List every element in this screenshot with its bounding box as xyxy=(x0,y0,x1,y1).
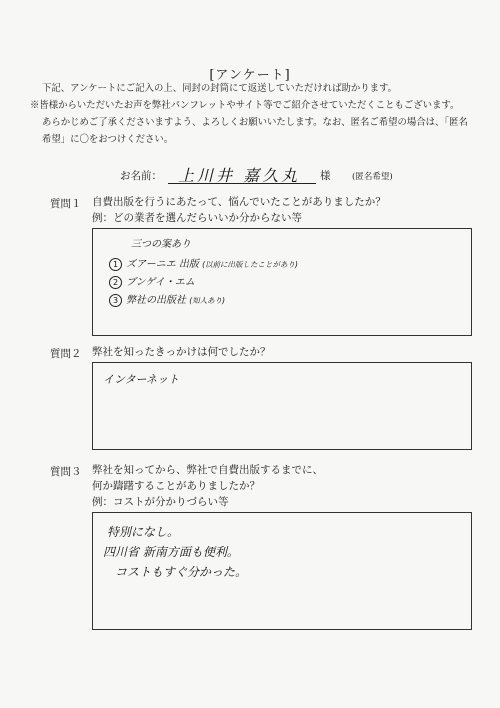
circled-number: 1 xyxy=(109,258,122,271)
answer-1-item-1 xyxy=(109,255,298,271)
question-2-number: 質問２ xyxy=(50,348,82,360)
answer-2-text: インターネット xyxy=(103,373,180,386)
answer-1-item-2-text: ブンゲイ・エム xyxy=(126,277,195,288)
intro-line-1: 下記、アンケートにご記入の上、同封の封筒にて返送していただければ助かります。 xyxy=(42,83,397,94)
intro-line-4: 希望」に〇をおつけください。 xyxy=(42,134,174,145)
answer-box-1 xyxy=(92,228,472,336)
question-3-text xyxy=(92,462,323,494)
question-3-line-2: 何か躊躇することがありましたか？ xyxy=(92,480,260,492)
answer-box-2 xyxy=(92,362,472,450)
intro-text xyxy=(30,80,480,148)
question-1-text: 自費出版を行うにあたって、悩んでいたことがありましたか？ xyxy=(92,196,386,208)
question-1-example: 例：どの業者を選んだらいいか分からない等 xyxy=(92,212,302,224)
answer-1-item-3-text: 弊社の出版社 xyxy=(126,295,186,306)
name-row xyxy=(120,164,490,186)
anonymous-option: (匿名希望) xyxy=(352,172,393,182)
circled-number: 3 xyxy=(109,294,122,307)
answer-1-heading: 三つの案あり xyxy=(131,239,191,250)
answer-3-line-2: 四川省 新南方面も便利。 xyxy=(103,545,239,559)
intro-line-3: あらかじめご了承くださいますよう、よろしくお願いいたします。なお、匿名ご希望の場合は、「匿名 xyxy=(42,117,468,128)
name-honorific: 様 xyxy=(320,170,331,182)
question-1-number: 質問１ xyxy=(50,198,82,210)
answer-box-3 xyxy=(92,512,472,630)
intro-line-2: ※皆様からいただいたお声を弊社パンフレットやサイト等でご紹介させていただくこともございます。 xyxy=(30,100,460,111)
answer-3-line-3: コストもすぐ分かった。 xyxy=(115,565,248,579)
answer-3-line-1: 特別になし。 xyxy=(107,525,180,539)
question-2-text: 弊社を知ったきっかけは何でしたか？ xyxy=(92,346,271,358)
answer-1-item-3 xyxy=(109,291,225,307)
question-3-number: 質問３ xyxy=(50,466,82,478)
circled-number: 2 xyxy=(109,276,122,289)
answer-1-item-1-note: (以前に出版したことがあり) xyxy=(202,260,298,269)
name-handwritten: 上川井 嘉久丸 xyxy=(178,166,301,185)
answer-1-item-3-note: (知人あり) xyxy=(189,296,226,305)
answer-1-item-2 xyxy=(109,273,195,289)
answer-1-item-1-text: ズアーニエ 出版 xyxy=(126,259,199,270)
question-3-example: 例：コストが分かりづらい等 xyxy=(92,496,229,508)
page-title: [アンケート] xyxy=(209,68,291,83)
question-3-line-1: 弊社を知ってから、弊社で自費出版するまでに、 xyxy=(92,464,323,476)
name-label: お名前： xyxy=(120,170,162,182)
